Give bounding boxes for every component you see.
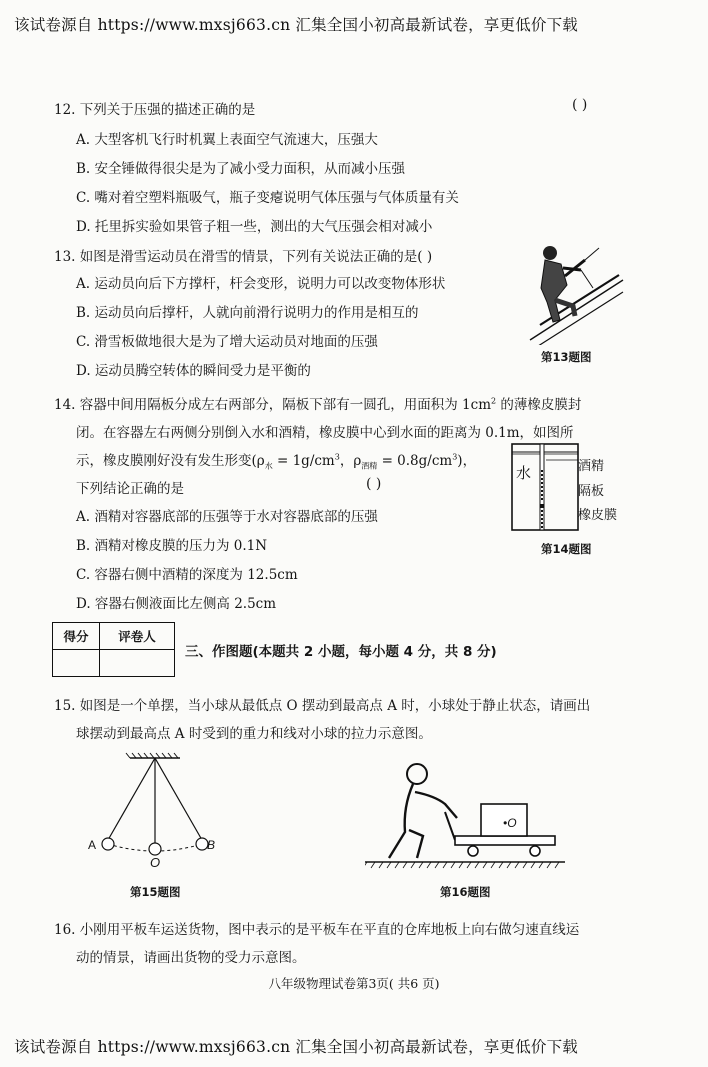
label-membrane: 橡皮膜 [578, 508, 618, 523]
q14-line1-text: 14. 容器中间用隔板分成左右两部分，隔板下部有一圆孔，用面积为 1cm [54, 397, 492, 413]
q14-line3-part-b: = 1g/cm [272, 453, 335, 469]
q12-option-c: C. 嘴对着空塑料瓶吸气，瓶子变瘪说明气体压强与气体质量有关 [76, 190, 459, 206]
q13-stem: 13. 如图是滑雪运动员在滑雪的情景，下列有关说法正确的是( ) [54, 249, 433, 265]
page-footer: 八年级物理试卷第3页( 共6 页) [268, 976, 440, 991]
cargo-label-o: •O [503, 816, 517, 830]
score-table [52, 622, 175, 677]
q13-option-c: C. 滑雪板做地很大是为了增大运动员对地面的压强 [76, 334, 378, 350]
q14-line3-sub-alcohol: 酒精 [361, 461, 378, 471]
q13-figure-caption: 第13题图 [541, 350, 592, 364]
q13-option-a: A. 运动员向后下方撑杆，杆会变形，说明力可以改变物体形状 [76, 276, 446, 292]
q14-line3-part-d: = 0.8g/cm [377, 453, 453, 469]
q12-option-a: A. 大型客机飞行时机翼上表面空气流速大，压强大 [76, 132, 378, 148]
q16-figure-caption: 第16题图 [440, 885, 491, 899]
q12-answer-paren: ( ) [572, 97, 588, 113]
q14-answer-paren: ( ) [366, 476, 382, 492]
pendulum-label-b: B [207, 838, 216, 852]
container-figure [508, 440, 588, 535]
q13-option-d: D. 运动员腾空转体的瞬间受力是平衡的 [76, 363, 311, 379]
q14-line2: 闭。在容器左右两侧分别倒入水和酒精，橡皮膜中心到水面的距离为 0.1m，如图所 [76, 425, 574, 441]
q14-line1 [54, 393, 581, 413]
q14-option-c: C. 容器右侧中酒精的深度为 12.5cm [76, 567, 298, 583]
label-alcohol: 酒精 [578, 459, 605, 474]
q14-figure-caption: 第14题图 [541, 542, 592, 556]
q14-option-d: D. 容器右侧液面比左侧高 2.5cm [76, 596, 277, 612]
q14-line3 [76, 449, 476, 472]
score-header: 得分 [53, 623, 100, 650]
grader-cell [100, 650, 175, 677]
pendulum-label-o: O [150, 855, 161, 870]
pendulum-label-a: A [88, 838, 97, 852]
q12-stem: 12. 下列关于压强的描述正确的是 [54, 102, 256, 118]
skier-figure [515, 240, 625, 345]
q14-option-a: A. 酒精对容器底部的压强等于水对容器底部的压强 [76, 509, 378, 525]
cart-figure [365, 752, 575, 872]
source-banner-top: 该试卷源自 https://www.mxsj663.cn 汇集全国小初高最新试卷，享更低价下载 [14, 16, 579, 34]
q14-line1-sup: 2 [491, 396, 497, 406]
q14-line3-sup2: 3 [452, 452, 458, 462]
q14-line4: 下列结论正确的是 [76, 481, 184, 497]
section-3-title: 三、作图题(本题共 2 小题，每小题 4 分，共 8 分) [185, 644, 497, 660]
q15-line2: 球摆动到最高点 A 时受到的重力和线对小球的拉力示意图。 [76, 726, 432, 742]
q14-line3-sub-water: 水 [264, 461, 273, 471]
q12-option-b: B. 安全锤做得很尖是为了减小受力面积，从而减小压强 [76, 161, 406, 177]
q16-line2: 动的情景，请画出货物的受力示意图。 [76, 950, 306, 966]
q14-option-b: B. 酒精对橡皮膜的压力为 0.1N [76, 538, 268, 554]
grader-header: 评卷人 [100, 623, 175, 650]
q14-line1-tail: 的薄橡皮膜封 [496, 397, 582, 413]
label-partition: 隔板 [578, 484, 605, 499]
q12-option-d: D. 托里拆实验如果管子粗一些，测出的大气压强会相对减小 [76, 219, 433, 235]
q15-line1: 15. 如图是一个单摆，当小球从最低点 O 摆动到最高点 A 时，小球处于静止状态，请画出 [54, 698, 591, 714]
pendulum-figure [80, 752, 240, 872]
label-water: 水 [516, 464, 532, 482]
source-banner-bottom: 该试卷源自 https://www.mxsj663.cn 汇集全国小初高最新试卷，享更低价下载 [14, 1038, 579, 1056]
q14-line3-part-c: ，ρ [339, 453, 362, 469]
score-cell [53, 650, 100, 677]
q14-line3-sup1: 3 [334, 452, 340, 462]
q15-figure-caption: 第15题图 [130, 885, 181, 899]
q16-line1: 16. 小刚用平板车运送货物，图中表示的是平板车在平直的仓库地板上向右做匀速直线运 [54, 922, 580, 938]
q14-line3-part-a: 示，橡皮膜刚好没有发生形变(ρ [76, 453, 265, 469]
q14-line3-part-e: )， [457, 453, 477, 469]
q13-option-b: B. 运动员向后撑杆，人就向前滑行说明力的作用是相互的 [76, 305, 419, 321]
